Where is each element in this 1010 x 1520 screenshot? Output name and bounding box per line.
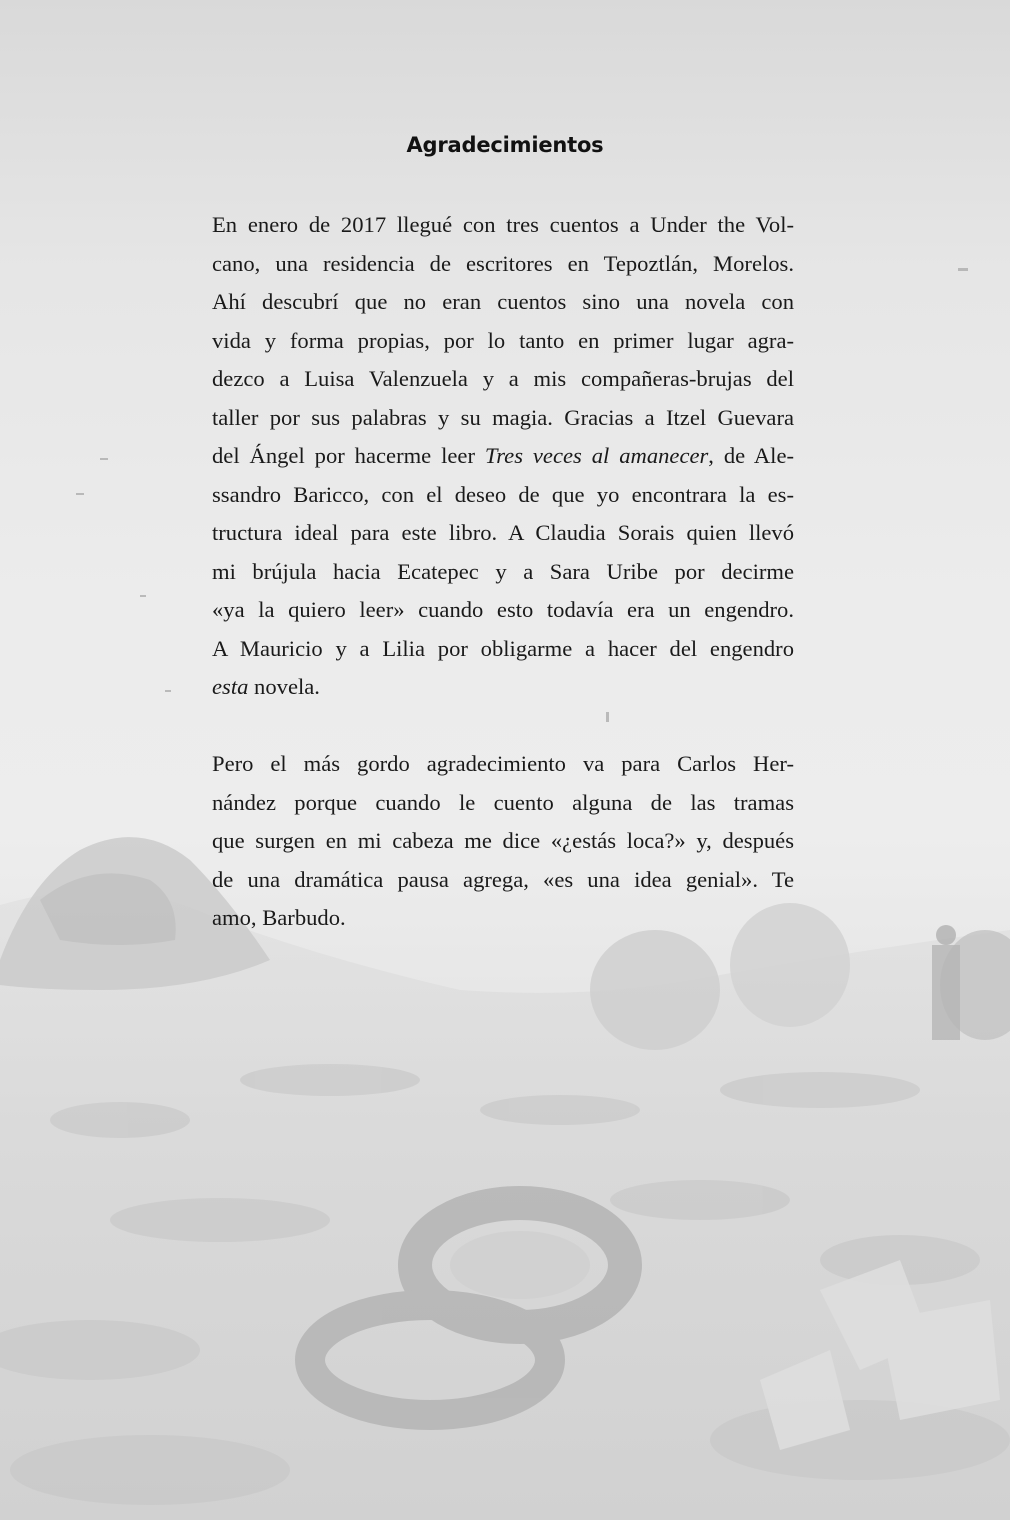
text-line xyxy=(212,668,794,707)
text-segment: , de Ale- xyxy=(708,443,795,468)
text-line: «ya la quiero leer» cuando esto todavía era un engendro. xyxy=(212,597,794,622)
text-line: Pero el más gordo agradecimiento va para Carlos Her- xyxy=(212,751,794,776)
text-line: amo, Barbudo. xyxy=(212,905,346,930)
text-line: tructura ideal para este libro. A Claudia Sorais quien llevó xyxy=(212,520,794,545)
text-line: ssandro Baricco, con el deseo de que yo encontrara la es- xyxy=(212,481,794,507)
text-segment: novela. xyxy=(248,674,320,699)
book-title-italic: Tres veces al amanecer xyxy=(484,443,709,468)
paragraph-2 xyxy=(212,745,794,938)
text-line: taller por sus palabras y su magia. Gracias a Itzel Guevara xyxy=(212,404,794,430)
text-line: vida y forma propias, por lo tanto en primer lugar agra- xyxy=(212,327,794,353)
paragraph-1 xyxy=(212,206,794,707)
text-line: En enero de 2017 llegué con tres cuentos a Under the Vol- xyxy=(212,212,794,237)
text-line: mi brújula hacia Ecatepec y a Sara Uribe por decirme xyxy=(212,558,794,584)
text-line: dezco a Luisa Valenzuela y a mis compañeras-brujas del xyxy=(212,366,794,391)
text-line: A Mauricio y a Lilia por obligarme a hacer del engendro xyxy=(212,635,794,661)
emphasis-italic: esta xyxy=(212,674,249,699)
text-line: nández porque cuando le cuento alguna de las tramas xyxy=(212,789,794,815)
text-line xyxy=(212,437,794,476)
text-line: de una dramática pausa agrega, «es una idea genial». Te xyxy=(212,866,794,892)
text-line: que surgen en mi cabeza me dice «¿estás loca?» y, después xyxy=(212,828,794,853)
text-segment: del Ángel por hacerme leer xyxy=(212,443,485,468)
text-line: Ahí descubrí que no eran cuentos sino una novela con xyxy=(212,289,794,314)
page-title: Agradecimientos xyxy=(406,133,604,157)
text-line: cano, una residencia de escritores en Tepoztlán, Morelos. xyxy=(212,250,794,276)
